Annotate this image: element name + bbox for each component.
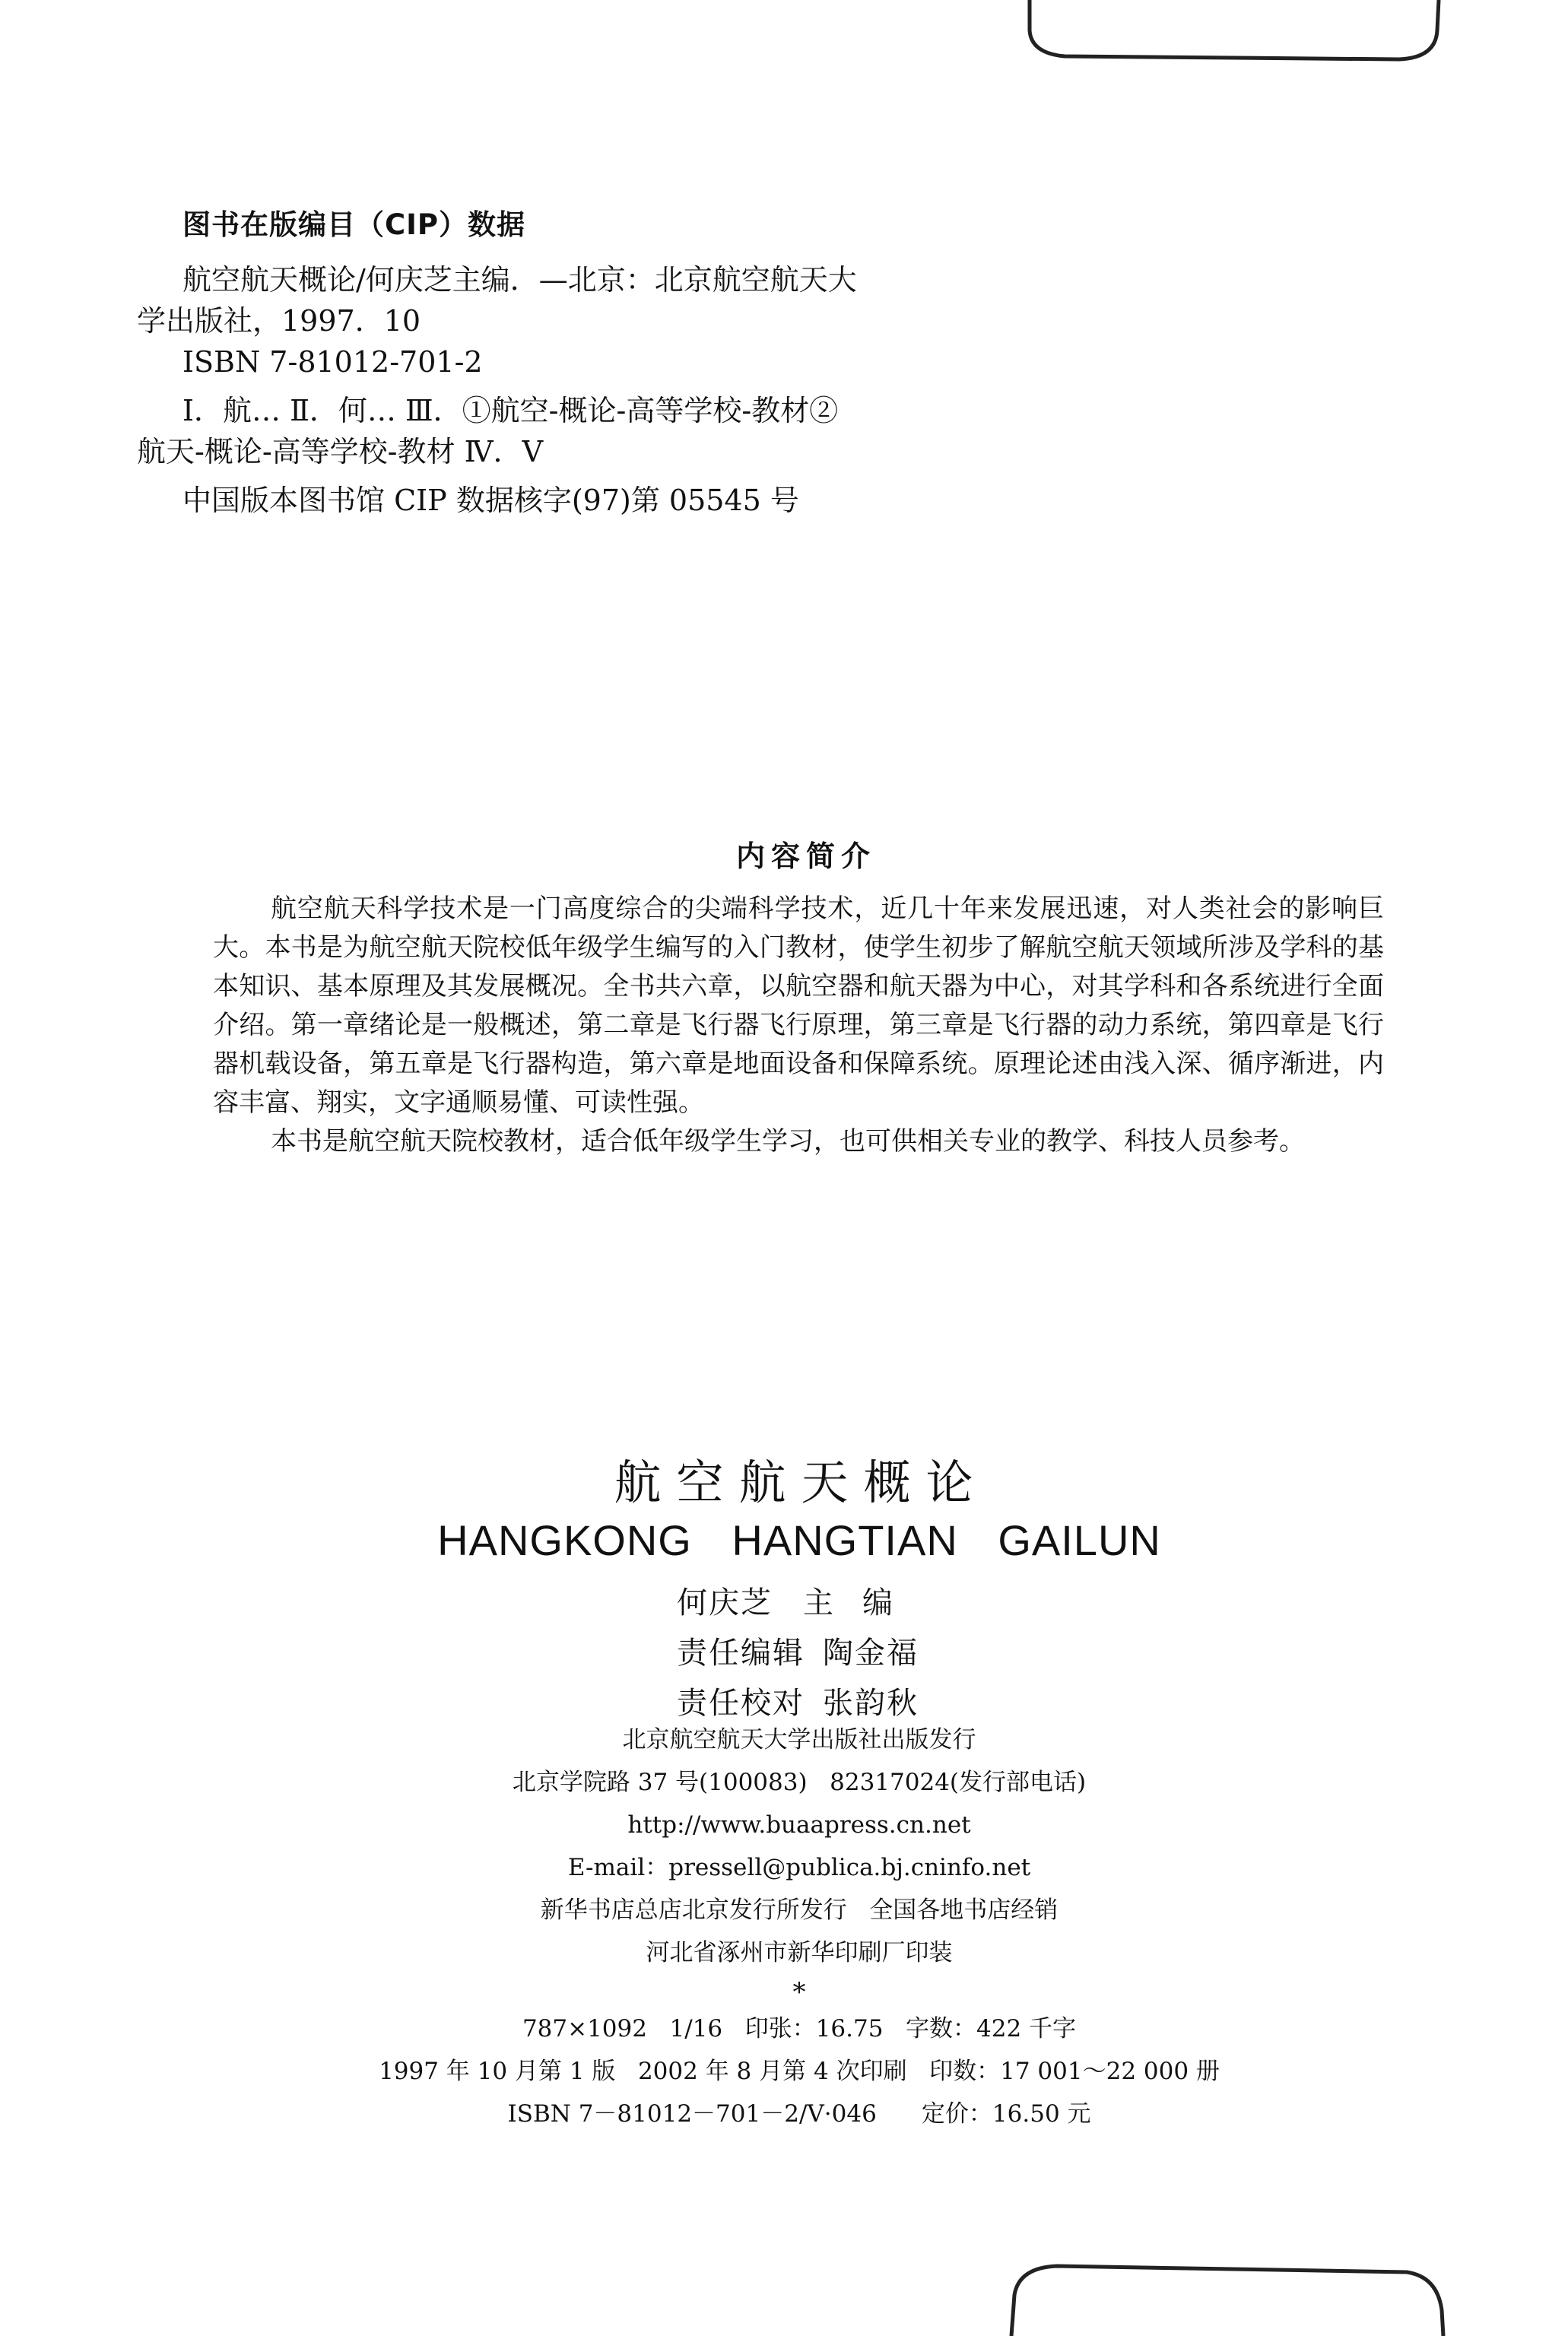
chief-editor-name: 何庆芝 [677, 1585, 773, 1620]
responsible-editor-name: 陶金福 [823, 1636, 919, 1671]
cip-classification-line-continued: 航天-概论-高等学校-教材 Ⅳ．V [137, 435, 544, 468]
credit-row-chief-editor [677, 1578, 922, 1628]
chief-editor-role: 主编 [803, 1585, 922, 1620]
cip-classification-line: Ⅰ．航… Ⅱ．何… Ⅲ．①航空-概论-高等学校-教材② [183, 394, 839, 427]
summary-title: 内容简介 [735, 840, 876, 873]
summary-paragraph: 航空航天科学技术是一门高度综合的尖端科学技术，近几十年来发展迅速，对人类社会的影响巨大。本书是为航空航天院校低年级学生编写的入门教材，使学生初步了解航空航天领域所涉及学科的基本知识、基本原理及其发展概况。全书共六章，以航空器和航天器为中心，对其学科和各系统进行全面介绍。第一章绪论是一般概述，第二章是飞行器飞行原理，第三章是飞行器的动力系统，第四章是飞行器机载设备，第五章是飞行器构造，第六章是地面设备和保障系统。原理论述由浅入深、循序渐进，内容丰富、翔实，文字通顺易懂、可读性强。 [213, 893, 1384, 1118]
content-summary [213, 833, 1384, 1161]
summary-paragraph-usage: 本书是航空航天院校教材，适合低年级学生学习，也可供相关专业的教学、科技人员参考。 [271, 1126, 1305, 1157]
address-line: 北京学院路 37 号(100083) 82317024(发行部电话) [512, 1769, 1087, 1796]
cip-data-block [137, 202, 973, 521]
scan-bracket-bottom [996, 2257, 1452, 2336]
distribution-line: 新华书店总店北京发行所发行 全国各地书店经销 [540, 1896, 1059, 1924]
responsible-editor-role: 责任编辑 [677, 1636, 805, 1671]
cip-approval-number: 中国版本图书馆 CIP 数据核字(97)第 05545 号 [183, 484, 799, 517]
colophon [0, 1719, 1568, 2135]
isbn-price-line: ISBN 7－81012－701－2/V·046 定价：16.50 元 [507, 2100, 1091, 2128]
separator-star: * [792, 1977, 806, 2008]
cip-bibliographic-line-continued: 学出版社，1997．10 [137, 304, 421, 338]
scan-bracket-top [1019, 0, 1445, 68]
proofreader-name: 张韵秋 [823, 1686, 919, 1721]
email-line: E-mail：pressell@publica.bj.cninfo.net [567, 1854, 1031, 1881]
printer-line: 河北省涿州市新华印刷厂印装 [646, 1939, 953, 1966]
website-line: http://www.buaapress.cn.net [627, 1811, 971, 1839]
credits-block [677, 1578, 922, 1728]
publisher-line: 北京航空航天大学出版社出版发行 [622, 1726, 976, 1754]
book-title-pinyin: HANGKONG HANGTIAN GAILUN [437, 1516, 1161, 1564]
edition-line: 1997 年 10 月第 1 版 2002 年 8 月第 4 次印刷 印数：17 001～22 000 册 [379, 2058, 1220, 2085]
cip-bibliographic-line: 航空航天概论/何庆芝主编．—北京：北京航空航天大 [183, 263, 857, 297]
proofreader-role: 责任校对 [677, 1686, 805, 1721]
credit-row-responsible-editor [677, 1628, 922, 1678]
cip-heading: 图书在版编目（CIP）数据 [183, 208, 526, 241]
cip-isbn: ISBN 7-81012-701-2 [183, 345, 483, 379]
specs-line: 787×1092 1/16 印张：16.75 字数：422 千字 [522, 2015, 1077, 2042]
book-title: 航空航天概论 [614, 1455, 989, 1510]
